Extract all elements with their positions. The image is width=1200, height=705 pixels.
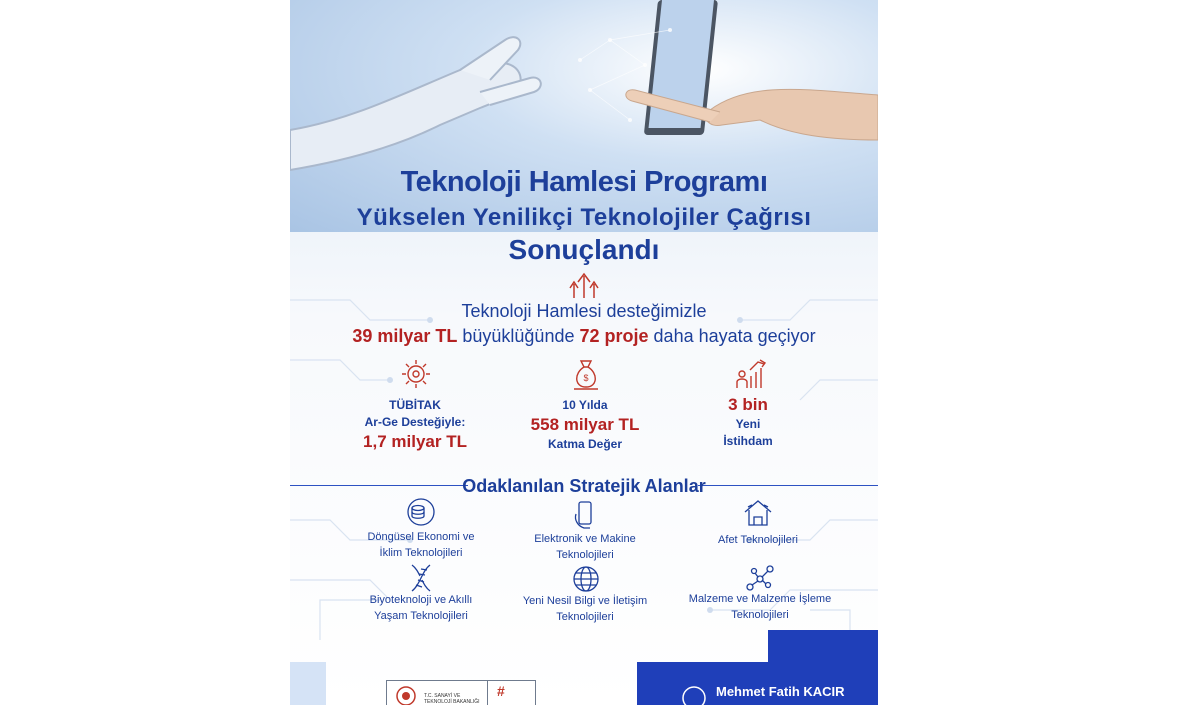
stat-employment <box>690 394 806 450</box>
stat-value-added-value: 558 milyar TL <box>530 415 640 434</box>
headline-line-1: Teknoloji Hamlesi desteğimizle <box>461 301 707 321</box>
stat-value-added-bottom: Katma Değer <box>547 437 623 451</box>
headline-tail: daha hayata geçiyor <box>653 326 816 346</box>
stat-tubitak-top: TÜBİTAK <box>389 398 441 412</box>
stat-employment-value: 3 bin <box>728 395 768 414</box>
stat-employment-line1: Yeni <box>735 417 761 431</box>
area-materials-line2: Teknolojileri <box>731 609 789 621</box>
projects-value: 72 proje <box>579 326 649 346</box>
area-circular-economy-line1: Döngüsel Ekonomi ve <box>367 531 475 543</box>
stat-tubitak <box>340 397 490 453</box>
ministry-name: T.C. SANAYİ VE TEKNOLOJİ BAKANLIĞI <box>424 693 480 705</box>
stat-tubitak-mid: Ar-Ge Desteğiyle: <box>364 415 466 429</box>
area-biotech-line2: Yaşam Teknolojileri <box>374 610 468 622</box>
house-icon <box>742 498 774 528</box>
ministry-logo-box <box>386 680 536 705</box>
poster <box>290 0 878 705</box>
area-disaster <box>690 532 826 548</box>
area-ict-line1: Yeni Nesil Bilgi ve İletişim <box>522 595 648 607</box>
globe-icon <box>572 565 600 593</box>
coins-icon <box>405 497 437 527</box>
section-title: Odaklanılan Stratejik Alanlar <box>462 476 706 496</box>
stat-tubitak-value: 1,7 milyar TL <box>363 432 467 451</box>
headline-line-2 <box>290 326 878 347</box>
headline-mid: büyüklüğünde <box>462 326 575 346</box>
stat-value-added <box>510 397 660 453</box>
dna-icon <box>408 563 434 593</box>
area-circular-economy <box>350 529 492 561</box>
title-line-1: Teknoloji Hamlesi Programı <box>400 166 768 198</box>
growth-arrows-icon <box>567 270 601 300</box>
area-electronics-line2: Teknolojileri <box>556 549 614 561</box>
stat-employment-line2: İstihdam <box>723 434 773 448</box>
molecule-icon <box>744 563 776 593</box>
area-biotech-line1: Biyoteknoloji ve Akıllı <box>369 594 473 606</box>
area-ict-line2: Teknolojileri <box>556 611 614 623</box>
hashtag-mark: # <box>497 683 505 699</box>
ministry-seal-icon <box>395 685 417 705</box>
title-line-2: Yükselen Yenilikçi Teknolojiler Çağrısı <box>356 204 812 231</box>
title-line-3: Sonuçlandı <box>508 234 660 265</box>
money-bag-icon <box>570 357 602 393</box>
stat-value-added-top: 10 Yılda <box>562 398 608 412</box>
footer-decor-right-top <box>768 630 878 665</box>
area-electronics-line1: Elektronik ve Makine <box>534 533 636 545</box>
area-disaster-line1: Afet Teknolojileri <box>718 534 798 546</box>
footer-decor-left <box>290 662 326 705</box>
device-icon <box>572 500 598 530</box>
area-materials <box>682 591 838 623</box>
amount-value: 39 milyar TL <box>352 326 458 346</box>
area-electronics <box>514 531 656 563</box>
area-ict <box>504 593 666 625</box>
gear-icon <box>398 357 434 391</box>
growth-people-icon <box>734 356 770 390</box>
area-materials-line1: Malzeme ve Malzeme İşleme <box>688 593 832 605</box>
area-biotech <box>346 592 496 624</box>
svg-text:$: $ <box>583 373 589 383</box>
ministry-seal-white-icon <box>680 684 708 705</box>
area-circular-economy-line2: İklim Teknolojileri <box>379 547 463 559</box>
minister-name: Mehmet Fatih KACIR <box>716 684 845 699</box>
